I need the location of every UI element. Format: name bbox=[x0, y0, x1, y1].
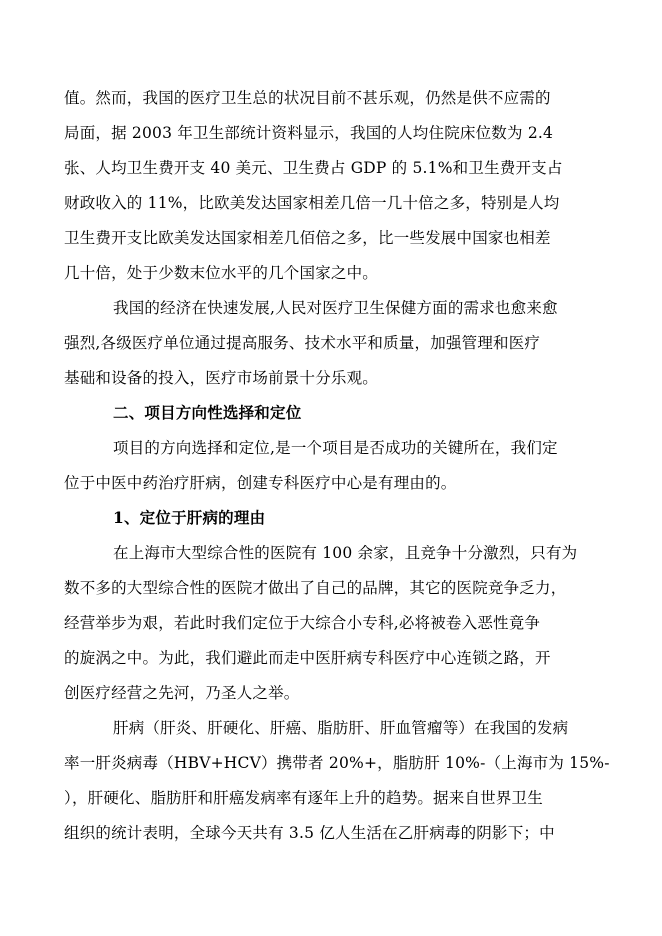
paragraph-line: 局面，据 2003 年卫生部统计资料显示，我国的人均住院床位数为 2.4 bbox=[64, 124, 554, 142]
paragraph-line: 率一肝炎病毒（HBV+HCV）携带者 20%+，脂肪肝 10%-（上海市为 15%- bbox=[64, 754, 610, 772]
section-heading: 二、项目方向性选择和定位 bbox=[113, 403, 302, 422]
paragraph-line: 组织的统计表明，全球今天共有 3.5 亿人生活在乙肝病毒的阴影下；中 bbox=[64, 824, 555, 842]
paragraph-line: 数不多的大型综合性的医院才做出了自己的品牌，其它的医院竞争乏力， bbox=[64, 579, 567, 597]
paragraph-line: 财政收入的 11%，比欧美发达国家相差几倍一几十倍之多，特别是人均 bbox=[64, 194, 560, 212]
paragraph-line: 基础和设备的投入，医疗市场前景十分乐观。 bbox=[64, 369, 379, 387]
paragraph-line: 强烈,各级医疗单位通过提高服务、技术水平和质量，加强管理和医疗 bbox=[64, 334, 541, 352]
paragraph-line: 创医疗经营之先河，乃圣人之举。 bbox=[64, 684, 300, 702]
paragraph-line: 项目的方向选择和定位,是一个项目是否成功的关键所在，我们定 bbox=[113, 439, 558, 457]
paragraph-line: 几十倍，处于少数末位水平的几个国家之中。 bbox=[64, 264, 379, 282]
paragraph-line: 的旋涡之中。为此，我们避此而走中医肝病专科医疗中心连锁之路，开 bbox=[64, 649, 551, 667]
paragraph-line: 值。然而，我国的医疗卫生总的状况目前不甚乐观，仍然是供不应需的 bbox=[64, 89, 551, 107]
paragraph-line: 张、人均卫生费开支 40 美元、卫生费占 GDP 的 5.1%和卫生费开支占 bbox=[64, 159, 563, 177]
paragraph-line: ），肝硬化、脂肪肝和肝癌发病率有逐年上升的趋势。据来自世界卫生 bbox=[64, 789, 543, 807]
paragraph-line: 位于中医中药治疗肝病，创建专科医疗中心是有理由的。 bbox=[64, 474, 457, 492]
subsection-heading: 1、定位于肝病的理由 bbox=[113, 508, 266, 527]
paragraph-line: 肝病（肝炎、肝硬化、肝癌、脂肪肝、肝血管瘤等）在我国的发病 bbox=[113, 719, 569, 737]
paragraph-line: 在上海市大型综合性的医院有 100 余家，且竞争十分激烈，只有为 bbox=[113, 544, 578, 562]
paragraph-line: 经营举步为艰，若此时我们定位于大综合小专科,必将被卷入恶性竟争 bbox=[64, 614, 541, 632]
paragraph-line: 卫生费开支比欧美发达国家相差几佰倍之多，比一些发展中国家也相差 bbox=[64, 229, 551, 247]
paragraph-line: 我国的经济在快速发展,人民对医疗卫生保健方面的需求也愈来愈 bbox=[113, 299, 558, 317]
